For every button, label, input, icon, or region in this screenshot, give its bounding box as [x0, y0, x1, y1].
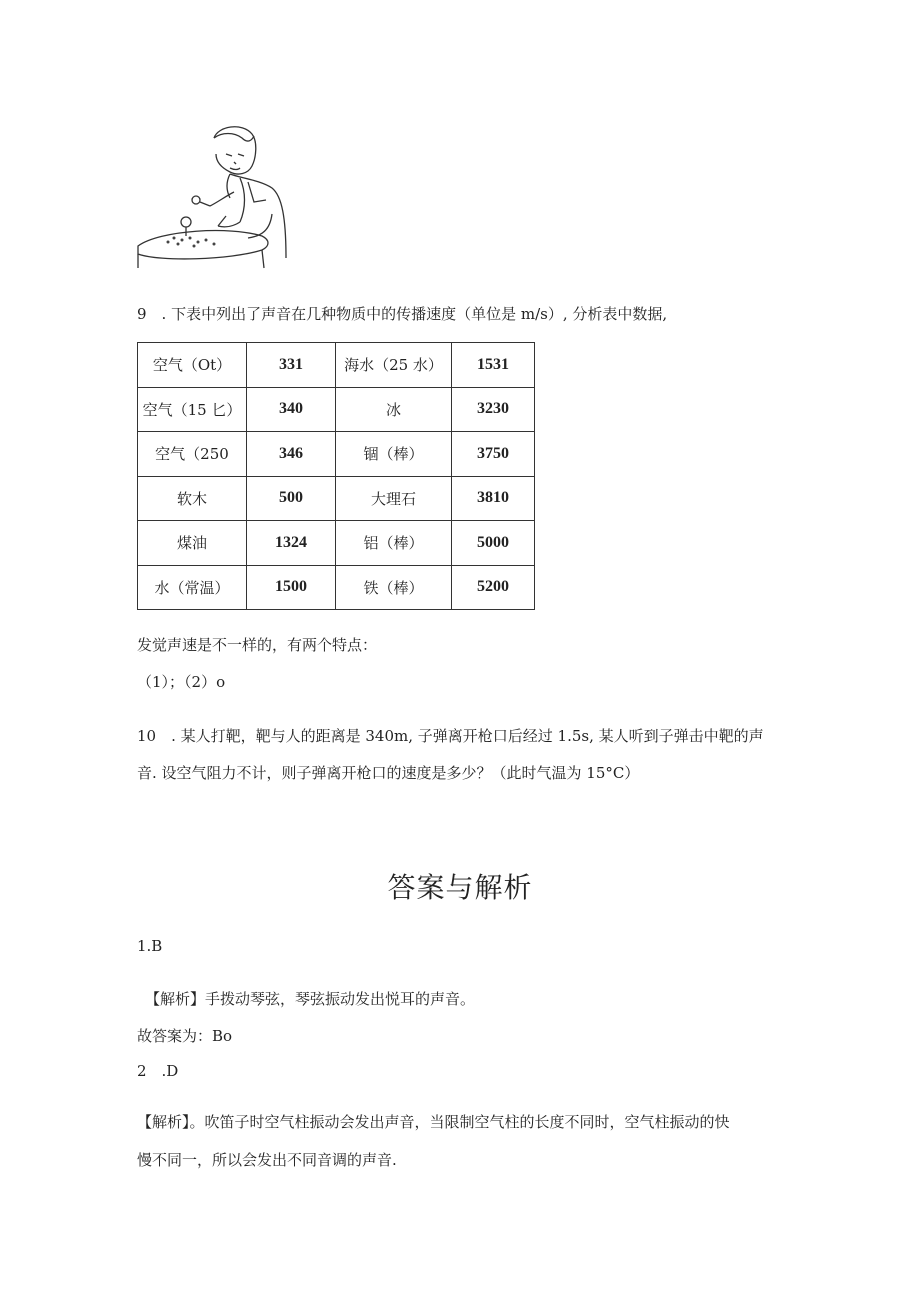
table-row: [138, 343, 535, 388]
speed-cell: 500: [247, 476, 336, 521]
medium-cell: 锢（棒）: [336, 432, 452, 477]
medium-cell: 铝（棒）: [336, 521, 452, 566]
medium-cell: 空气（15 匕）: [138, 387, 247, 432]
speed-cell: 1324: [247, 521, 336, 566]
medium-cell: 软木: [138, 476, 247, 521]
medium-cell: 水（常温）: [138, 565, 247, 610]
answer-1-conclusion: 故答案为：Bo: [137, 1027, 233, 1045]
table-row: [138, 476, 535, 521]
question-9-finding: 发觉声速是不一样的，有两个特点：: [137, 636, 378, 654]
question-10-line-1: 10 . 某人打靶，靶与人的距离是 340m, 子弹离开枪口后经过 1.5s, 某人听到子弹击中靶的声: [137, 727, 764, 745]
speed-cell: 340: [247, 387, 336, 432]
speed-cell: 1500: [247, 565, 336, 610]
speed-cell: 3810: [452, 476, 535, 521]
speed-cell: 331: [247, 343, 336, 388]
speed-cell: 5000: [452, 521, 535, 566]
answers-title: 答案与解析: [387, 871, 533, 904]
medium-cell: 海水（25 水）: [336, 343, 452, 388]
question-9-answer-blanks: （1）；（2）o: [137, 673, 226, 691]
answer-1-analysis: 【解析】手拨动琴弦，琴弦振动发出悦耳的声音。: [145, 990, 476, 1008]
answer-2: 2 .D: [137, 1062, 179, 1080]
sound-speed-table: [137, 342, 535, 610]
table-row: [138, 521, 535, 566]
medium-cell: 空气（250: [138, 432, 247, 477]
table-row: [138, 565, 535, 610]
answer-2-analysis-line-2: 慢不同一，所以会发出不同音调的声音.: [137, 1151, 397, 1169]
answer-2-analysis-line-1: 【解析】。吹笛子时空气柱振动会发出声音，当限制空气柱的长度不同时，空气柱振动的快: [137, 1113, 730, 1131]
speed-cell: 5200: [452, 565, 535, 610]
table-row: [138, 387, 535, 432]
speed-cell: 346: [247, 432, 336, 477]
boy-with-tuning-fork-illustration: [130, 118, 292, 273]
question-9-text: 9 . 下表中列出了声音在几种物质中的传播速度（单位是 m/s）, 分析表中数据,: [137, 305, 668, 323]
medium-cell: 冰: [336, 387, 452, 432]
speed-cell: 1531: [452, 343, 535, 388]
table-row: [138, 432, 535, 477]
medium-cell: 大理石: [336, 476, 452, 521]
answer-1: 1.B: [137, 937, 163, 955]
question-10-line-2: 音. 设空气阻力不计，则子弹离开枪口的速度是多少？（此时气温为 15°C）: [137, 764, 640, 782]
medium-cell: 煤油: [138, 521, 247, 566]
medium-cell: 空气（Ot）: [138, 343, 247, 388]
medium-cell: 铁（棒）: [336, 565, 452, 610]
speed-cell: 3750: [452, 432, 535, 477]
speed-cell: 3230: [452, 387, 535, 432]
